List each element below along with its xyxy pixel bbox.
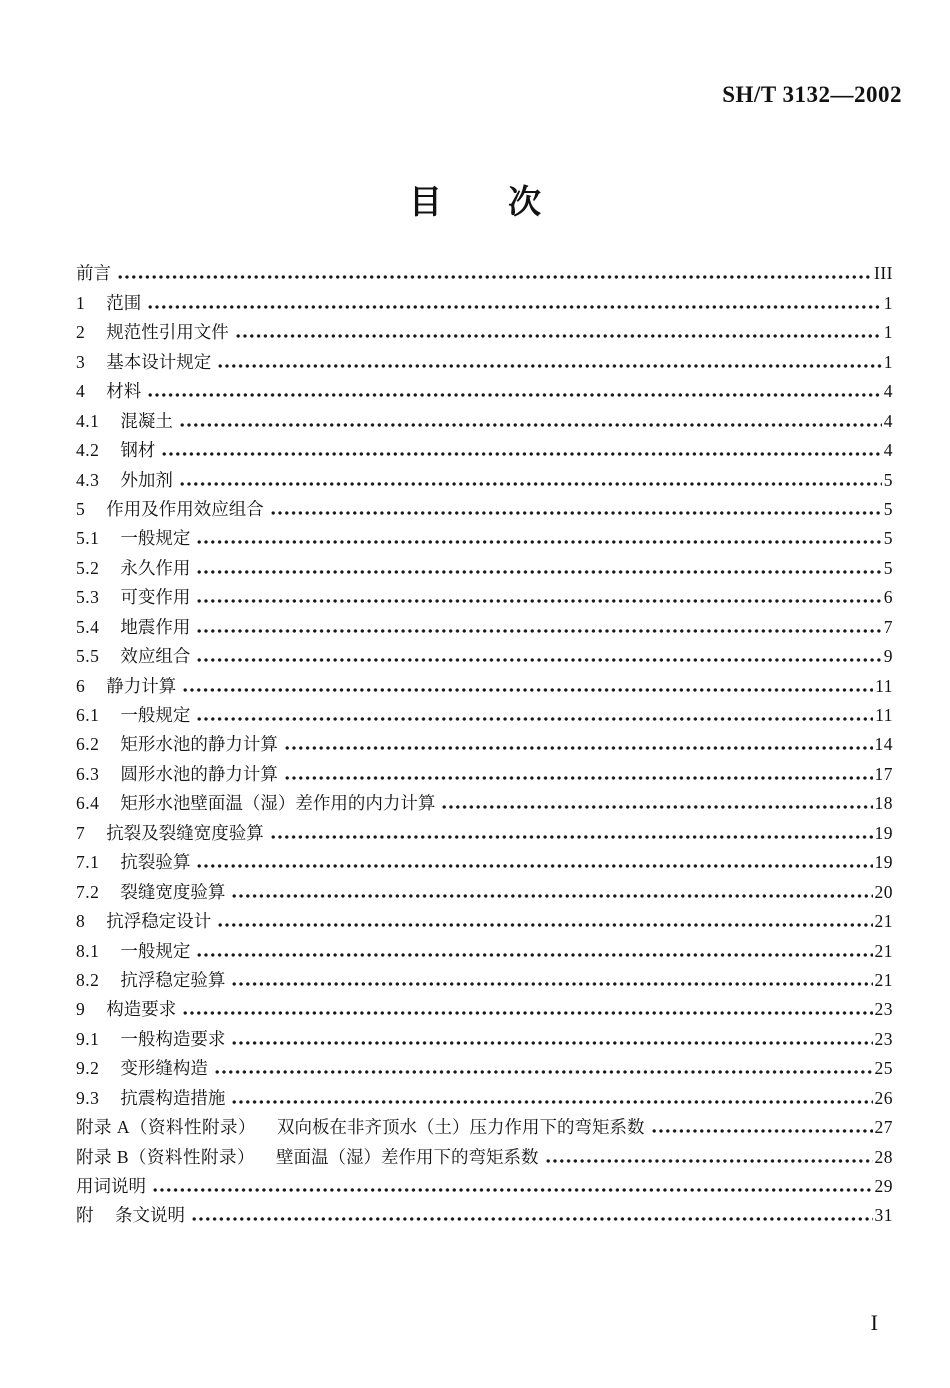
toc-entry-title: 裂缝宽度验算: [120, 881, 226, 902]
toc-entry-page: 21: [874, 969, 893, 990]
toc-entry: [76, 521, 893, 550]
toc-entry: [76, 433, 893, 462]
dot-leader: [196, 940, 872, 962]
dot-leader: [231, 881, 872, 903]
toc-entry-page: 1: [883, 322, 893, 343]
toc-entry-page: 1: [883, 292, 893, 313]
toc-entry: [76, 845, 893, 874]
dot-leader: [284, 763, 873, 785]
toc-entry-page: 25: [874, 1058, 893, 1079]
toc-entry-title: 壁面温（湿）差作用下的弯矩系数: [276, 1146, 539, 1167]
toc-entry-page: 20: [874, 881, 893, 902]
toc-entry: [76, 1139, 893, 1168]
toc-entry-title: 抗裂及裂缝宽度验算: [106, 822, 264, 843]
toc-entry-page: 11: [875, 675, 893, 696]
toc-entry-title: 范围: [106, 292, 142, 313]
toc-entry-page: 5: [883, 528, 893, 549]
toc-entry-title: 圆形水池的静力计算: [120, 763, 278, 784]
toc-list: [76, 256, 893, 1227]
toc-entry-page: 21: [874, 940, 893, 961]
toc-entry-number: 8.2: [76, 969, 100, 990]
toc-entry-number: 1: [76, 292, 86, 313]
toc-entry: [76, 727, 893, 756]
toc-entry: [76, 698, 893, 727]
page-title: 目 次: [409, 185, 541, 221]
dot-leader: [196, 704, 873, 726]
toc-entry-number: 6.2: [76, 734, 100, 755]
toc-entry-page: 19: [874, 852, 893, 873]
dot-leader: [196, 557, 881, 579]
dot-leader: [117, 262, 872, 284]
dot-leader: [217, 351, 882, 373]
toc-entry-number: 附: [76, 1205, 94, 1226]
dot-leader: [217, 910, 872, 932]
toc-entry-page: 23: [874, 999, 893, 1020]
toc-entry: [76, 1021, 893, 1050]
toc-entry-title: 可变作用: [120, 587, 191, 608]
toc-entry-title: 抗浮稳定设计: [106, 911, 212, 932]
toc-entry-page: 28: [874, 1146, 893, 1167]
toc-entry-page: 17: [874, 763, 893, 784]
toc-entry-number: 附录 B（资料性附录）: [76, 1146, 256, 1167]
dot-leader: [161, 439, 881, 461]
toc-entry-number: 9.2: [76, 1058, 100, 1079]
dot-leader: [191, 1204, 873, 1226]
toc-entry-number: 4: [76, 381, 86, 402]
toc-entry-number: 5: [76, 498, 86, 519]
toc-entry-number: 5.1: [76, 528, 100, 549]
toc-entry-number: 附录 A（资料性附录）: [76, 1117, 257, 1138]
toc-entry: [76, 756, 893, 785]
toc-entry-page: 21: [874, 911, 893, 932]
toc-entry-title: 作用及作用效应组合: [106, 498, 264, 519]
toc-entry-number: 2: [76, 322, 86, 343]
toc-entry: [76, 815, 893, 844]
toc-entry-number: 9.3: [76, 1087, 100, 1108]
toc-entry-page: 26: [874, 1087, 893, 1108]
toc-entry-title: 抗浮稳定验算: [120, 969, 226, 990]
toc-entry-number: 5.2: [76, 557, 100, 578]
toc-entry-number: 8: [76, 911, 86, 932]
dot-leader: [231, 969, 872, 991]
toc-entry-title: 条文说明: [115, 1205, 185, 1226]
toc-entry-title: 一般构造要求: [120, 1028, 226, 1049]
toc-entry: [76, 1110, 893, 1139]
toc-entry: [76, 963, 893, 992]
dot-leader: [196, 527, 881, 549]
dot-leader: [270, 822, 873, 844]
toc-entry-title: 外加剂: [120, 469, 173, 490]
toc-entry-title: 基本设计规定: [106, 351, 212, 372]
dot-leader: [147, 292, 882, 314]
toc-entry-title: 双向板在非齐顶水（土）压力作用下的弯矩系数: [277, 1117, 645, 1138]
dot-leader: [147, 380, 882, 402]
toc-entry-number: 9.1: [76, 1028, 100, 1049]
dot-leader: [651, 1116, 873, 1138]
toc-entry-number: 5.3: [76, 587, 100, 608]
toc-entry: [76, 550, 893, 579]
toc-entry-page: 9: [883, 646, 893, 667]
toc-entry: [76, 1051, 893, 1080]
toc-entry-number: 6: [76, 675, 86, 696]
toc-entry: [76, 492, 893, 521]
toc-entry-title: 前言: [76, 263, 111, 284]
toc-entry-number: 4.3: [76, 469, 100, 490]
toc-entry: [76, 668, 893, 697]
toc-entry-title: 矩形水池壁面温（湿）差作用的内力计算: [120, 793, 436, 814]
toc-entry-title: 材料: [106, 381, 142, 402]
toc-entry-number: 8.1: [76, 940, 100, 961]
toc-entry-title: 一般规定: [120, 528, 191, 549]
toc-entry-page: 4: [883, 440, 893, 461]
toc-entry-number: 7: [76, 822, 86, 843]
dot-leader: [214, 1057, 873, 1079]
toc-entry-title: 永久作用: [120, 557, 191, 578]
dot-leader: [545, 1146, 873, 1168]
toc-entry: [76, 374, 893, 403]
toc-entry-title: 一般规定: [120, 940, 191, 961]
toc-entry-number: 4.1: [76, 410, 100, 431]
toc-entry: [76, 874, 893, 903]
toc-entry-number: 6.1: [76, 705, 100, 725]
dot-leader: [235, 321, 882, 343]
dot-leader: [196, 586, 881, 608]
toc-entry-page: 19: [874, 822, 893, 843]
toc-entry-page: 5: [883, 498, 893, 519]
toc-entry: [76, 403, 893, 432]
toc-entry: [76, 992, 893, 1021]
dot-leader: [441, 792, 872, 814]
toc-entry-number: 6.3: [76, 763, 100, 784]
dot-leader: [179, 410, 882, 432]
toc-entry-number: 5.5: [76, 646, 100, 667]
toc-entry-number: 5.4: [76, 616, 100, 637]
toc-entry-title: 抗震构造措施: [120, 1087, 226, 1108]
footer-page-number: I: [870, 1310, 878, 1335]
toc-entry-page: 4: [883, 410, 893, 431]
dot-leader: [196, 851, 872, 873]
toc-entry-title: 钢材: [120, 440, 156, 461]
toc-entry-page: 31: [874, 1205, 893, 1226]
toc-entry-title: 变形缝构造: [120, 1058, 208, 1079]
toc-entry-title: 效应组合: [120, 646, 191, 667]
dot-leader: [152, 1175, 873, 1197]
toc-entry-number: 6.4: [76, 793, 100, 814]
toc-entry: [76, 580, 893, 609]
toc-entry-page: 29: [874, 1176, 893, 1196]
toc-entry-number: 7.1: [76, 852, 100, 873]
toc-entry: [76, 285, 893, 314]
toc-entry-page: 5: [883, 557, 893, 578]
dot-leader: [284, 733, 873, 755]
dot-leader: [231, 1028, 872, 1050]
toc-entry-title: 矩形水池的静力计算: [120, 734, 278, 755]
toc-entry-title: 规范性引用文件: [106, 322, 229, 343]
toc-entry: [76, 315, 893, 344]
toc-entry: [76, 639, 893, 668]
toc-entry: [76, 256, 893, 285]
toc-entry-page: 7: [883, 616, 893, 637]
toc-entry: [76, 1169, 893, 1198]
dot-leader: [182, 675, 873, 697]
toc-entry-title: 用词说明: [76, 1176, 146, 1196]
toc-entry: [76, 462, 893, 491]
toc-entry-title: 混凝土: [120, 410, 173, 431]
toc-entry-number: 3: [76, 351, 86, 372]
toc-entry-page: 6: [883, 587, 893, 608]
dot-leader: [196, 645, 881, 667]
toc-entry: [76, 1198, 893, 1227]
toc-entry-title: 地震作用: [120, 616, 191, 637]
standard-number: SH/T 3132—2002: [722, 82, 902, 107]
toc-entry-page: 27: [874, 1117, 893, 1138]
dot-leader: [196, 616, 881, 638]
toc-entry-number: 4.2: [76, 440, 100, 461]
toc-entry-page: 14: [874, 734, 893, 755]
dot-leader: [231, 1087, 872, 1109]
toc-entry-page: 1: [883, 351, 893, 372]
toc-entry-title: 构造要求: [106, 999, 177, 1020]
toc-entry: [76, 904, 893, 933]
toc-entry-page: III: [874, 263, 893, 284]
toc-entry: [76, 609, 893, 638]
toc-entry-page: 5: [883, 469, 893, 490]
toc-entry: [76, 344, 893, 373]
toc-entry: [76, 786, 893, 815]
toc-entry-page: 18: [874, 793, 893, 814]
toc-entry-page: 23: [874, 1028, 893, 1049]
toc-entry-number: 9: [76, 999, 86, 1020]
toc-entry-page: 4: [883, 381, 893, 402]
toc-entry-number: 7.2: [76, 881, 100, 902]
toc-entry-page: 11: [875, 705, 893, 725]
toc-entry: [76, 1080, 893, 1109]
toc-entry-title: 一般规定: [120, 705, 191, 725]
dot-leader: [179, 469, 882, 491]
dot-leader: [182, 998, 872, 1020]
dot-leader: [270, 498, 882, 520]
toc-entry-title: 静力计算: [106, 675, 177, 696]
toc-entry: [76, 933, 893, 962]
toc-entry-title: 抗裂验算: [120, 852, 191, 873]
